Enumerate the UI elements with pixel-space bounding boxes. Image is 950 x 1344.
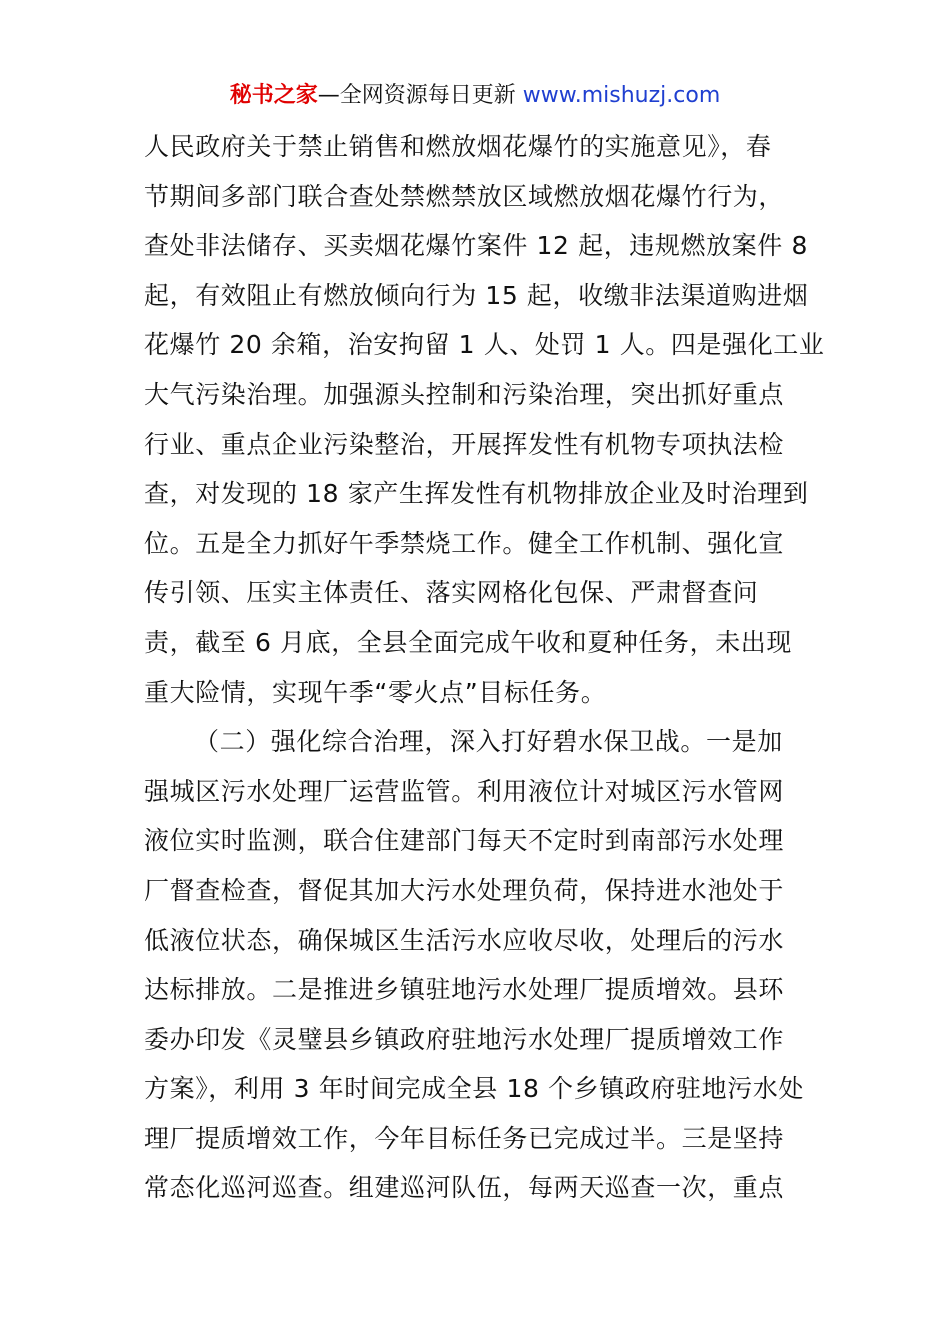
text-line: 大气污染治理。加强源头控制和污染治理，突出抓好重点 [144,379,785,409]
text-line: 花爆竹 20 余箱，治安拘留 1 人、处罚 1 人。四是强化工业 [144,330,825,360]
text-line: 责，截至 6 月底，全县全面完成午收和夏种任务，未出现 [144,627,793,657]
text-line: 起，有效阻止有燃放倾向行为 15 起，收缴非法渠道购进烟 [144,280,809,310]
text-line: 重大险情，实现午季“零火点”目标任务。 [144,677,607,707]
text-line: 查，对发现的 18 家产生挥发性有机物排放企业及时治理到 [144,479,809,509]
text-line: 节期间多部门联合查处禁燃禁放区域燃放烟花爆竹行为， [144,181,785,211]
text-line: 理厂提质增效工作，今年目标任务已完成过半。三是坚持 [144,1123,785,1153]
text-line: 人民政府关于禁止销售和燃放烟花爆竹的实施意见》，春 [144,132,772,161]
text-line: 方案》，利用 3 年时间完成全县 18 个乡镇政府驻地污水处 [144,1074,805,1104]
section-heading-line: （二）强化综合治理，深入打好碧水保卫战。一是加 [194,727,783,757]
text-line: 低液位状态，确保城区生活污水应收尽收，处理后的污水 [144,925,785,955]
text-line: 查处非法储存、买卖烟花爆竹案件 12 起，违规燃放案件 8 [144,231,808,261]
text-line: 达标排放。二是推进乡镇驻地污水处理厂提质增效。县环 [144,975,785,1005]
site-url-link[interactable]: www.mishuzj.com [522,83,721,108]
text-line: 常态化巡河巡查。组建巡河队伍，每两天巡查一次，重点 [144,1173,785,1203]
text-line: 行业、重点企业污染整治，开展挥发性有机物专项执法检 [144,429,785,459]
text-line: 液位实时监测，联合住建部门每天不定时到南部污水处理 [144,826,785,856]
text-line: 传引领、压实主体责任、落实网格化包保、严肃督查问 [144,578,759,608]
text-line: 强城区污水处理厂运营监管。利用液位计对城区污水管网 [144,776,785,806]
brand-name: 秘书之家 [229,83,318,108]
header-tagline: —全网资源每日更新 [317,83,523,108]
text-line: 位。五是全力抓好午季禁烧工作。健全工作机制、强化宣 [144,528,785,558]
document-body [144,122,825,1213]
text-line: 委办印发《灵璧县乡镇政府驻地污水处理厂提质增效工作 [144,1024,785,1054]
text-line: 厂督查检查，督促其加大污水处理负荷，保持进水池处于 [144,875,785,905]
page-header [0,80,950,112]
